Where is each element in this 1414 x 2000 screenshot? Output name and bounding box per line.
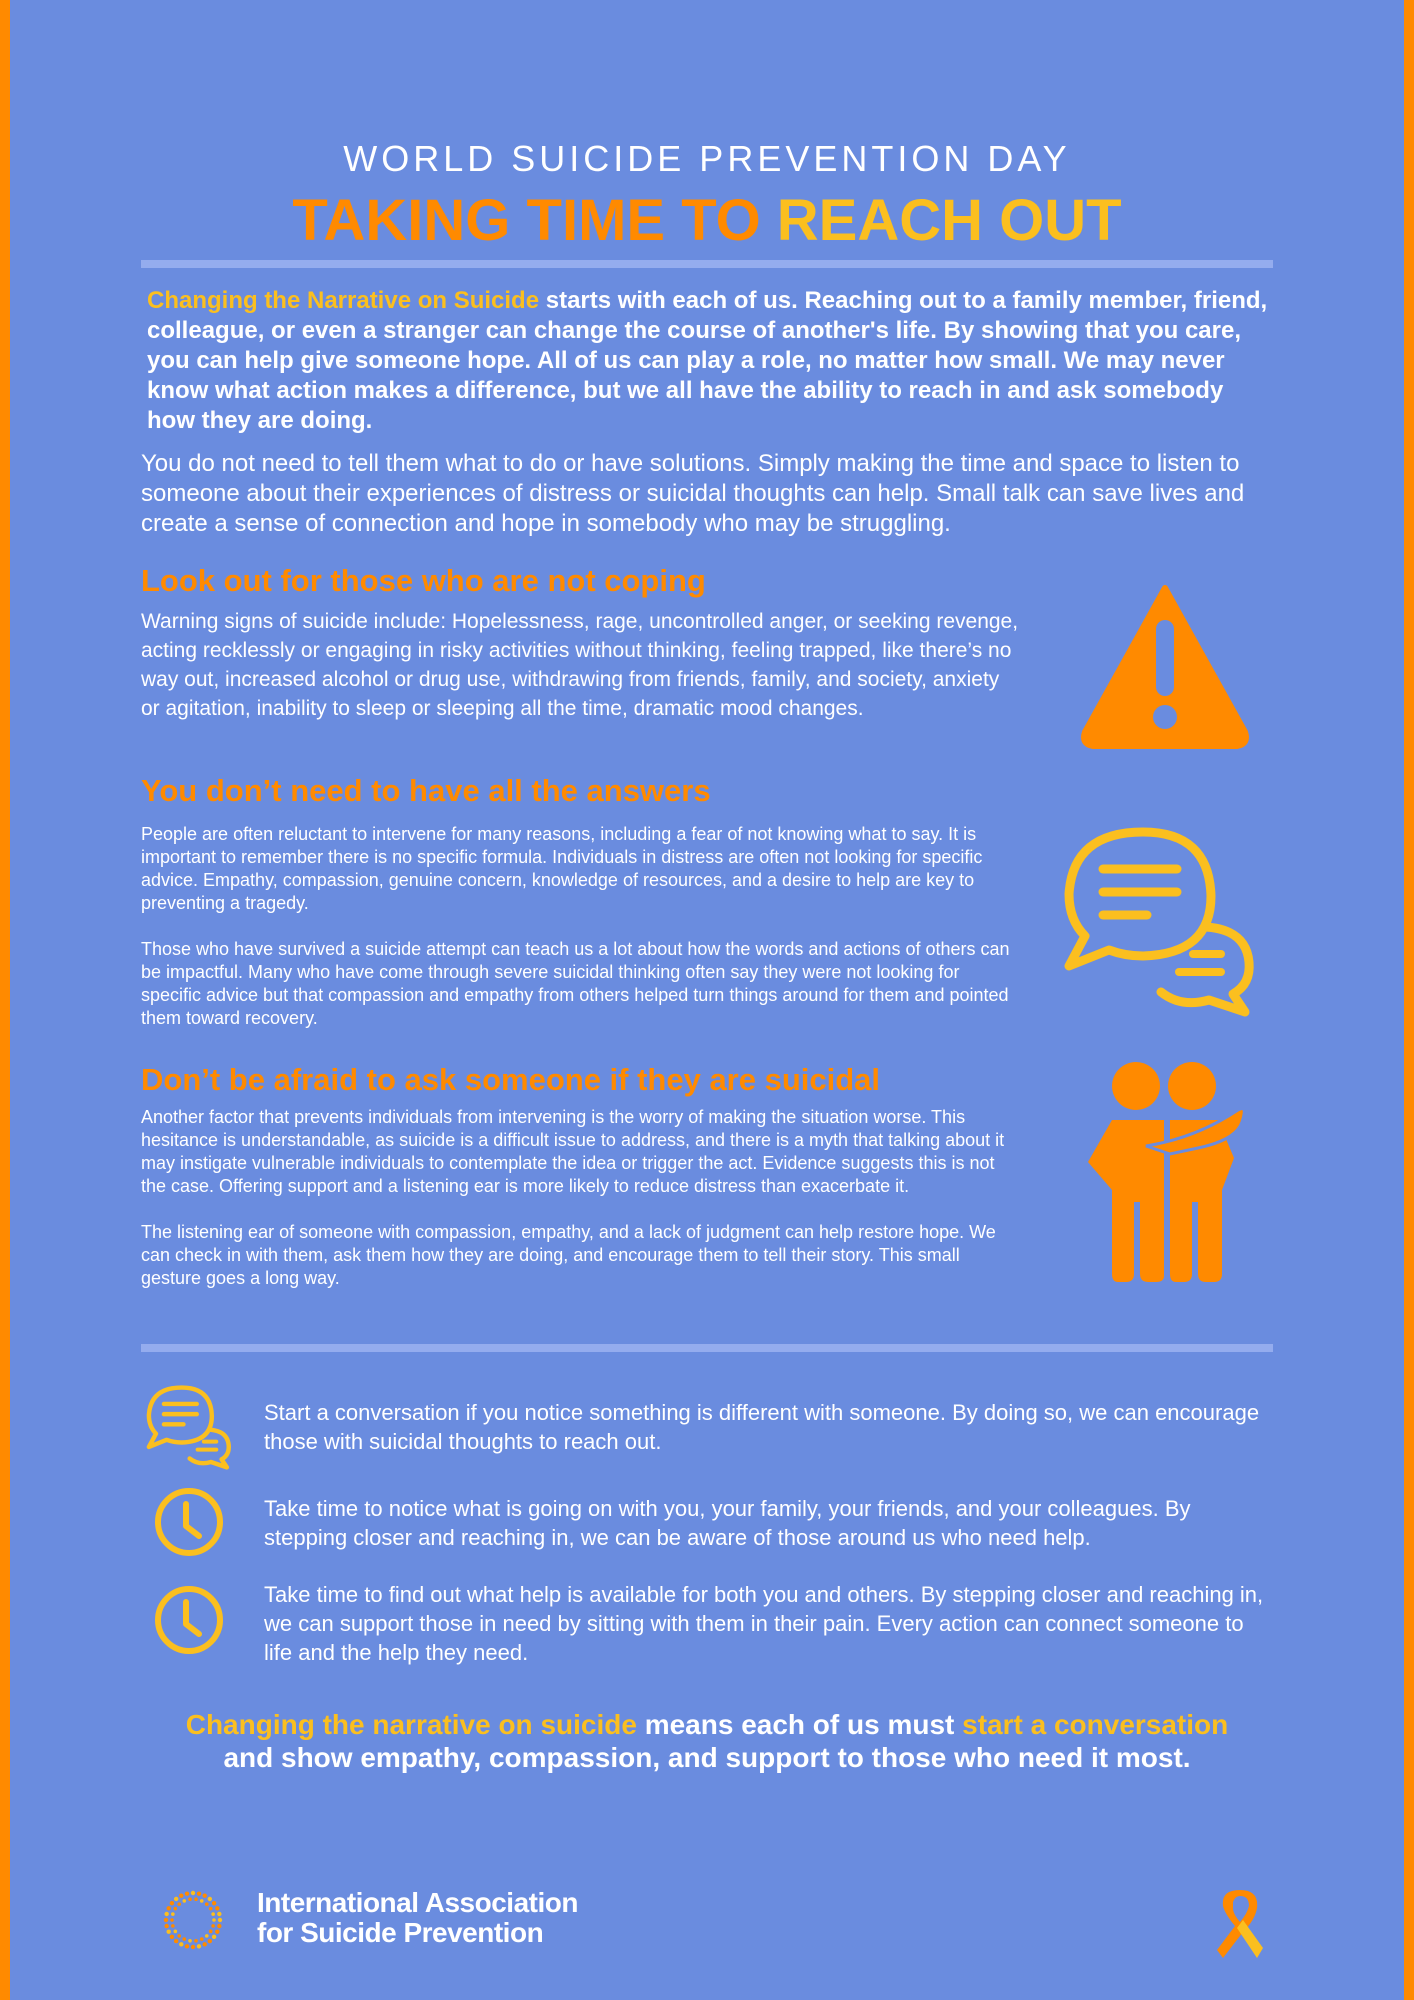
closing-mid: means each of us must [636,1709,963,1740]
clock-icon [153,1486,225,1563]
logo-dot [217,1924,221,1928]
logo-dot [200,1899,204,1903]
section-paragraph: Another factor that prevents individuals from intervening is the worry of making the situation worse. This hesitance is understandable, as suicide is a difficult issue to address, and there is a myth that talking about it may instigate vulnerable individuals to contemplate the idea or trigger the act. Evidence suggests this is not the case. Offering support and a listening ear is more likely to reduce distress than exacerbate it. [141,1107,1005,1196]
logo-dot [217,1912,221,1916]
logo-dot [177,1934,181,1938]
logo-dot [164,1924,168,1928]
logo-dot [212,1935,216,1939]
logo-dot [215,1906,219,1910]
logo-dot [171,1912,175,1916]
logo-dot [188,1939,192,1943]
section-paragraph: Warning signs of suicide include: Hopelessness, rage, uncontrolled anger, or seeking revenge, acting recklessly or engaging in risky activities without thinking, feeling trapped, like there’s no way out, increased alcohol or drug use, withdrawing from friends, family, and society, anxiety or agitation, inability to sleep or sleeping all the time, dramatic mood changes. [141,610,1019,720]
two-people-icon [1086,1062,1246,1287]
closing-highlight-1: Changing the narrative on suicide [185,1709,637,1740]
logo-dot [205,1902,209,1906]
tip-text: Take time to find out what help is available for both you and others. By stepping closer and reaching in, we can support those in need by sitting with them in their pain. Every action can connect someone to life and the help they need. [264,1582,1264,1665]
logo-dot [200,1937,204,1941]
logo-dot [174,1939,178,1943]
left-border [0,0,10,2000]
logo-dot [212,1901,216,1905]
closing-statement [141,1708,1273,1774]
logo-dot [197,1891,201,1895]
logo-dot [191,1891,195,1895]
right-border [1404,0,1414,2000]
tip-text: Take time to notice what is going on with you, your family, your friends, and your colleagues. By stepping closer and reaching in, we can be aware of those around us who need help. [264,1496,1191,1550]
logo-dot [177,1902,181,1906]
logo-dot [191,1945,195,1949]
logo-dot [164,1912,168,1916]
logo-dot [215,1930,219,1934]
org-name [257,1888,617,1948]
org-name-line-1: International Association [257,1887,578,1918]
logo-dot [170,1935,174,1939]
awareness-ribbon-icon [1215,1886,1265,1967]
logo-dot [182,1899,186,1903]
section-paragraph: Those who have survived a suicide attempt can teach us a lot about how the words and actions of others can be impactful. Many who have come through severe suicidal thinking often say they were not looking for specific advice but that compassion and empathy from others helped turn things around for them and pointed them toward recovery. [141,939,1010,1028]
logo-dot [194,1939,198,1943]
logo-dot [174,1930,178,1934]
logo-dot [166,1906,170,1910]
section-heading: You don’t need to have all the answers [141,773,711,808]
logo-dot [179,1942,183,1946]
divider-top [141,260,1273,268]
section-heading: Look out for those who are not coping [141,563,706,598]
logo-dot [208,1897,212,1901]
title-part-2: REACH OUT [776,188,1122,253]
logo-dot [174,1897,178,1901]
logo-dot [212,1918,216,1922]
org-name-line-2: for Suicide Prevention [257,1917,544,1948]
logo-dot [174,1907,178,1911]
intro-regular-paragraph: You do not need to tell them what to do or have solutions. Simply making the time and space to listen to someone about their experiences of distress or suicidal thoughts can help. Small talk can save lives and create a sense of connection and hope in somebody who may be struggling. [141,450,1245,537]
intro-bold-text: starts with each of us. Reaching out to a family member, friend, colleague, or even a stranger can change the course of another's life. By showing that you care, you can help give someone hope. All of us can play a role, no matter how small. We may never know what action makes a difference, but we all have the ability to reach in and ask somebody how they are doing. [147,287,1268,434]
section-paragraph: People are often reluctant to intervene for many reasons, including a fear of not knowing what to say. It is important to remember there is no specific formula. Individuals in distress are often not looking for specific advice. Empathy, compassion, genuine concern, knowledge of resources, and a desire to help are key to preventing a tragedy. [141,824,983,913]
logo-dot [171,1924,175,1928]
logo-dot [182,1937,186,1941]
logo-dot [203,1942,207,1946]
closing-highlight-2: start a conversation [962,1709,1229,1740]
eyebrow-title: WORLD SUICIDE PREVENTION DAY [343,138,1071,179]
page-title [141,186,1273,256]
logo-dot [170,1918,174,1922]
logo-dot [197,1944,201,1948]
logo-dot [203,1893,207,1897]
logo-dot [185,1891,189,1895]
logo-dot [179,1893,183,1897]
logo-dot [211,1924,215,1928]
logo-dot [218,1918,222,1922]
divider-bottom [141,1344,1273,1352]
logo-dot [205,1934,209,1938]
clock-icon [153,1584,225,1661]
tip-text: Start a conversation if you notice something is different with someone. By doing so, we can encourage those with suicidal thoughts to reach out. [264,1400,1260,1454]
logo-dot [211,1912,215,1916]
closing-line-2: and show empathy, compassion, and support to those who need it most. [223,1742,1191,1773]
logo-dot [209,1930,213,1934]
logo-dot [209,1907,213,1911]
logo-dot [166,1930,170,1934]
logo-dot [170,1901,174,1905]
intro-bold-paragraph [147,286,1271,436]
logo-dot [194,1897,198,1901]
title-part-1: TAKING TIME TO [292,188,777,253]
logo-dot [164,1918,168,1922]
speech-bubbles-icon [145,1384,237,1475]
speech-bubbles-icon [1061,824,1267,1023]
section-heading: Don’t be afraid to ask someone if they are suicidal [141,1062,881,1097]
logo-dot [208,1939,212,1943]
warning-triangle-icon [1077,580,1253,757]
intro-highlight: Changing the Narrative on Suicide [147,287,540,314]
closing-line-1 [141,1708,1273,1741]
section-paragraph: The listening ear of someone with compassion, empathy, and a lack of judgment can help restore hope. We can check in with them, ask them how they are doing, and encourage them to tell their story. This small gesture goes a long way. [141,1222,996,1288]
iasp-logo-icon [161,1888,225,1957]
logo-dot [185,1944,189,1948]
logo-dot [188,1897,192,1901]
